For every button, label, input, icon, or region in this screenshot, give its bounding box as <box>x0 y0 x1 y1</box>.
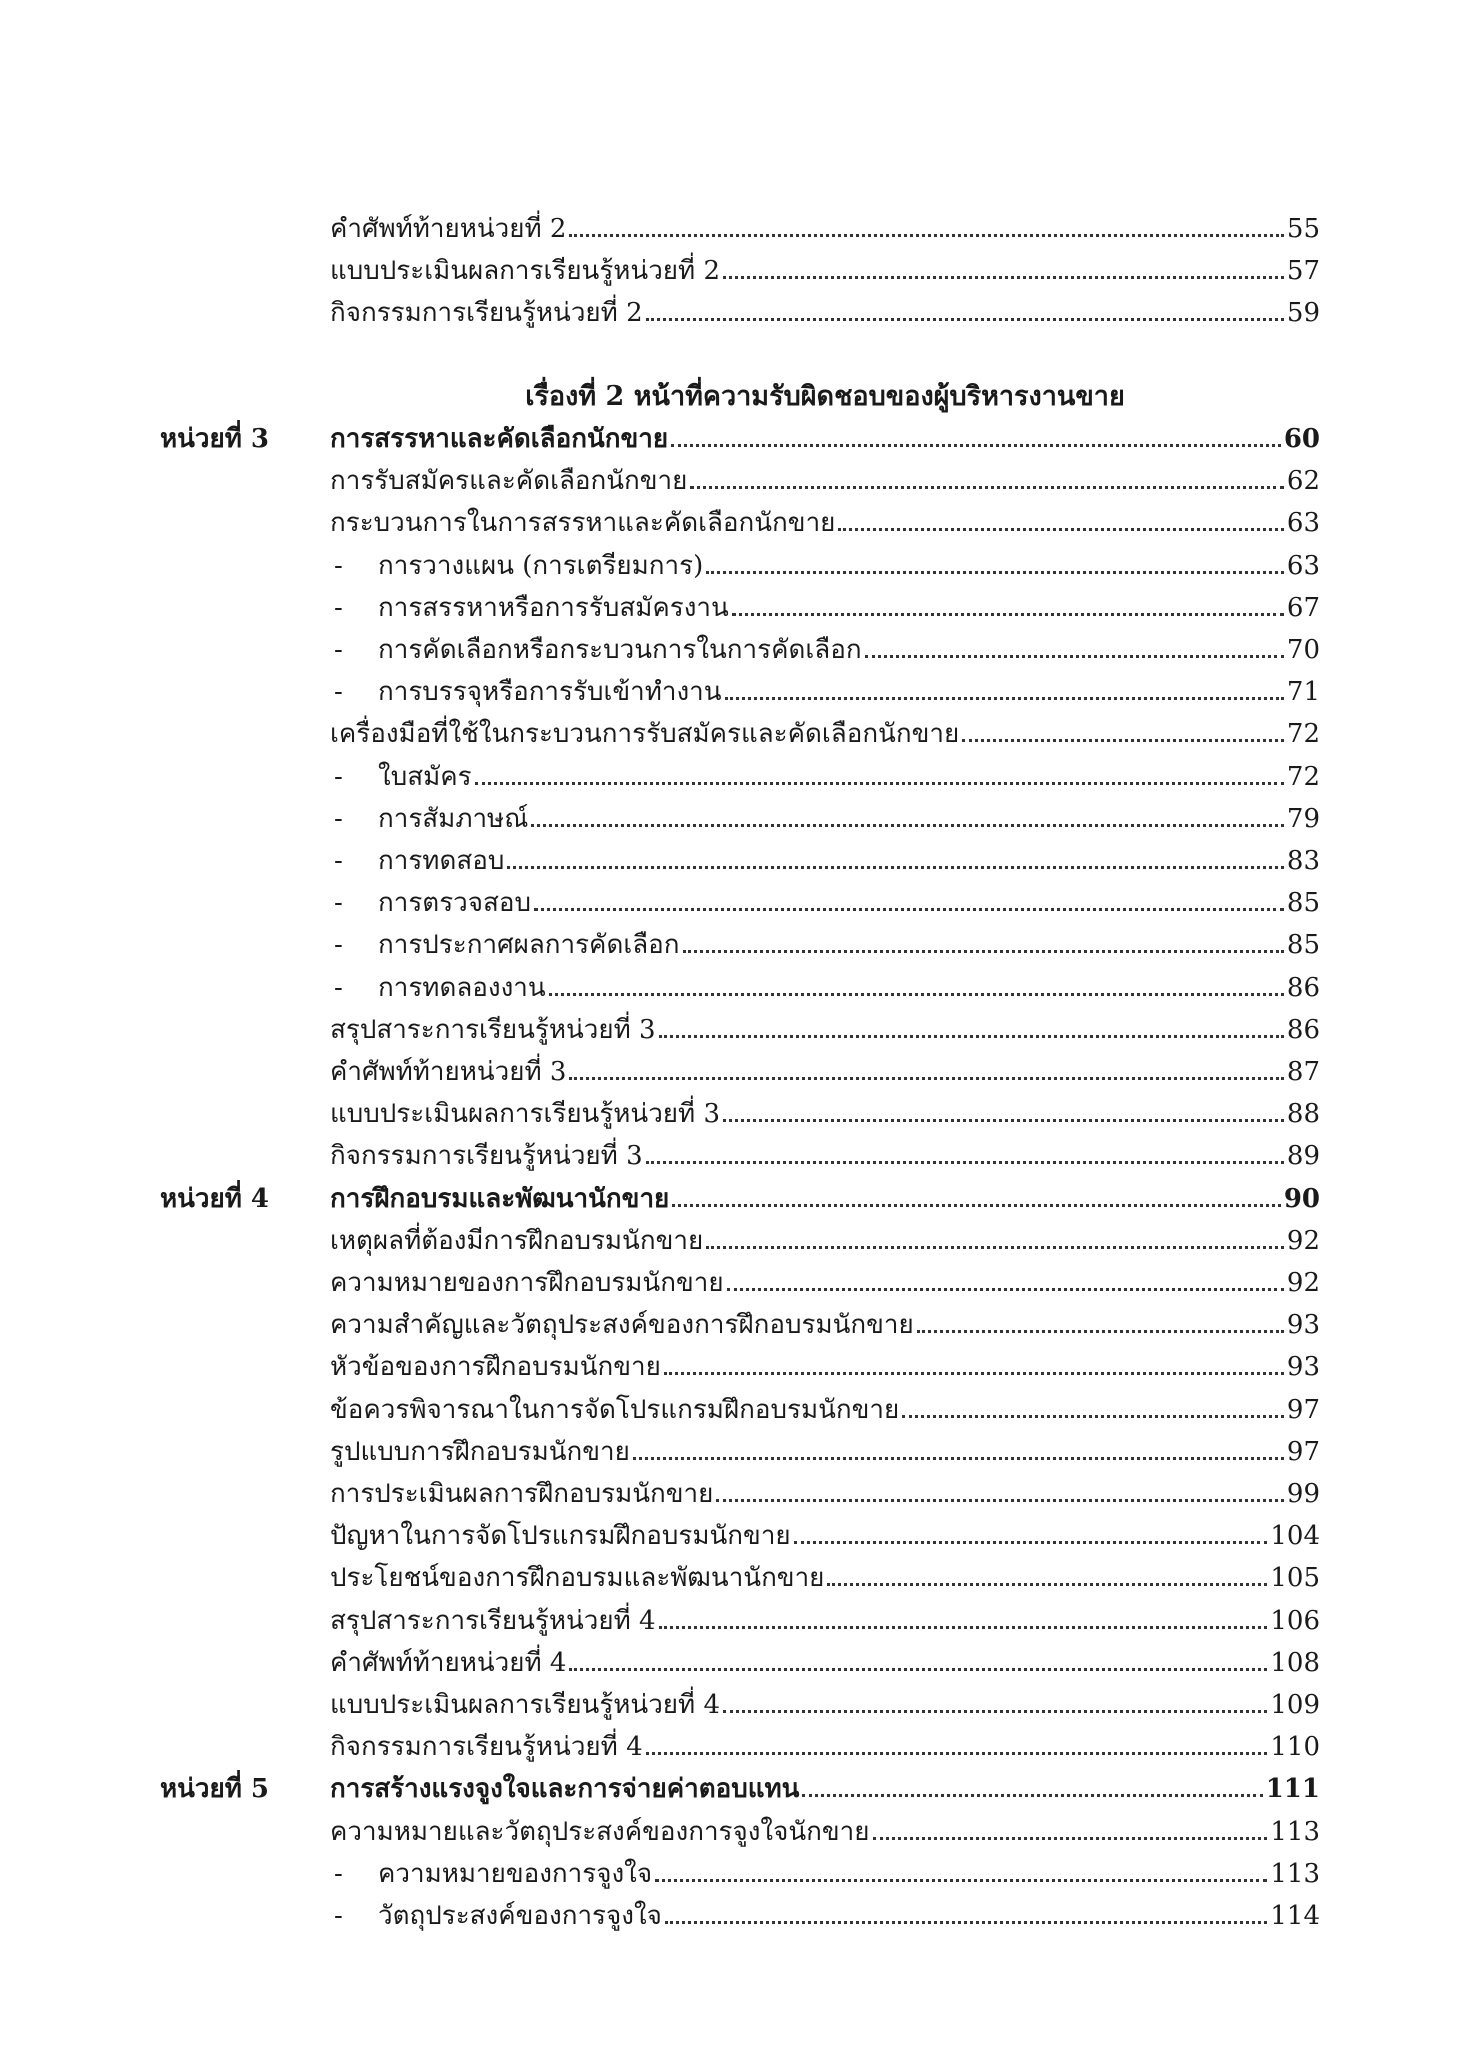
toc-entry-content <box>330 760 1320 794</box>
toc-entry <box>160 1596 1320 1638</box>
toc-page-number: 90 <box>1283 1184 1320 1214</box>
toc-entry-content <box>330 1055 1320 1089</box>
toc-dash: - <box>334 593 343 623</box>
toc-page-number: 63 <box>1286 508 1320 538</box>
toc-entry-title: กระบวนการในการสรรหาและคัดเลือกนักขาย <box>330 508 836 538</box>
toc-entry-content <box>330 1435 1320 1469</box>
toc-entry-content <box>330 1266 1320 1300</box>
toc-entry-content <box>330 254 1320 288</box>
toc-dot-leader <box>706 571 1284 574</box>
toc-page-number: 67 <box>1286 593 1320 623</box>
toc-dot-leader <box>569 1077 1283 1080</box>
toc-entry-title: สรุปสาระการเรียนรู้หน่วยที่ 4 <box>330 1606 656 1636</box>
toc-page-number: 97 <box>1286 1437 1320 1467</box>
toc-entry-content <box>330 506 1320 540</box>
toc-page-number: 110 <box>1270 1732 1320 1762</box>
toc-dot-leader <box>569 1668 1267 1671</box>
toc-dot-leader <box>838 528 1284 531</box>
toc-entry-content <box>330 1899 1320 1933</box>
toc-entry-title: การบรรจุหรือการรับเข้าทำงาน <box>378 677 722 707</box>
toc-dot-leader <box>917 1330 1284 1333</box>
toc-entry <box>160 1722 1320 1764</box>
toc-entry-title: การประเมินผลการฝึกอบรมนักขาย <box>330 1479 714 1509</box>
toc-entry <box>160 1131 1320 1173</box>
toc-page-number: 87 <box>1286 1057 1320 1087</box>
toc-dot-leader <box>659 1626 1268 1629</box>
toc-page-number: 85 <box>1286 888 1320 918</box>
toc-dot-leader <box>723 1710 1267 1713</box>
toc-entry <box>160 1342 1320 1384</box>
toc-entry-content <box>330 1730 1320 1764</box>
toc-entry <box>160 1258 1320 1300</box>
toc-entry-content <box>330 1646 1320 1680</box>
toc-entry <box>160 498 1320 540</box>
toc-page-number: 104 <box>1270 1521 1320 1551</box>
toc-dash: - <box>334 888 343 918</box>
toc-dot-leader <box>727 1288 1284 1291</box>
toc-entry <box>160 1469 1320 1511</box>
toc-page-number: 89 <box>1286 1141 1320 1171</box>
toc-entry <box>160 1385 1320 1427</box>
toc-entry-title: ข้อควรพิจารณาในการจัดโปรแกรมฝึกอบรมนักขาย <box>330 1395 900 1425</box>
toc-dot-leader <box>716 1499 1284 1502</box>
toc-entry <box>160 1427 1320 1469</box>
toc-entry-title: การสร้างแรงจูงใจและการจ่ายค่าตอบแทน <box>330 1774 800 1804</box>
toc-page-number: 92 <box>1286 1226 1320 1256</box>
toc-entry-content <box>330 1857 1320 1891</box>
toc-entry <box>160 1511 1320 1553</box>
toc-dot-leader <box>475 782 1284 785</box>
toc-entry <box>160 456 1320 498</box>
toc-dot-leader <box>706 1246 1284 1249</box>
toc-dot-leader <box>549 993 1284 996</box>
toc-entry-title: ความหมายและวัตถุประสงค์ของการจูงใจนักขาย <box>330 1817 870 1847</box>
toc-entry-content <box>330 1013 1320 1047</box>
toc-entry-title: การทดสอบ <box>378 846 505 876</box>
toc-dot-leader <box>569 234 1283 237</box>
toc-entry-title: เหตุผลที่ต้องมีการฝึกอบรมนักขาย <box>330 1226 704 1256</box>
toc-dot-leader <box>802 1794 1262 1797</box>
toc-entry-title: กิจกรรมการเรียนรู้หน่วยที่ 2 <box>330 298 643 328</box>
toc-entry-title: แบบประเมินผลการเรียนรู้หน่วยที่ 3 <box>330 1099 720 1129</box>
toc-entry-content <box>330 717 1320 751</box>
toc-entry <box>160 1089 1320 1131</box>
toc-entry-content <box>330 1772 1320 1806</box>
toc-entry <box>160 1047 1320 1089</box>
toc-sub-entry <box>160 667 1320 709</box>
section-heading-text: เรื่องที่ 2 หน้าที่ความรับผิดชอบของผู้บริหารงานขาย <box>525 381 1125 412</box>
toc-dot-leader <box>902 1415 1284 1418</box>
toc-page-number: 57 <box>1286 256 1320 286</box>
toc-sub-entry <box>160 836 1320 878</box>
toc-entry-title: สรุปสาระการเรียนรู้หน่วยที่ 3 <box>330 1015 656 1045</box>
toc-sub-entry <box>160 625 1320 667</box>
toc-dash: - <box>334 762 343 792</box>
toc-entry-title: ปัญหาในการจัดโปรแกรมฝึกอบรมนักขาย <box>330 1521 791 1551</box>
toc-page-number: 109 <box>1270 1690 1320 1720</box>
toc-entry-title: การสรรหาและคัดเลือกนักขาย <box>330 424 669 454</box>
toc-dot-leader <box>725 697 1284 700</box>
toc-dot-leader <box>683 950 1284 953</box>
toc-page-number: 111 <box>1265 1774 1320 1804</box>
toc-dash: - <box>334 1901 343 1931</box>
toc-entry-content <box>330 1477 1320 1511</box>
toc-unit-label: หน่วยที่ 5 <box>160 1774 270 1804</box>
toc-entry-content <box>330 464 1320 498</box>
toc-entry <box>160 1005 1320 1047</box>
toc-entry <box>160 1680 1320 1722</box>
toc-sub-entry <box>160 752 1320 794</box>
toc-entry-title: การสัมภาษณ์ <box>378 804 529 834</box>
toc-entry-content <box>330 1350 1320 1384</box>
toc-dash: - <box>334 846 343 876</box>
toc-page-number: 79 <box>1286 804 1320 834</box>
toc-dot-leader <box>507 866 1284 869</box>
toc-dot-leader <box>723 276 1284 279</box>
toc-entry-content <box>330 886 1320 920</box>
toc-entry-content <box>330 549 1320 583</box>
toc-dot-leader <box>646 1752 1268 1755</box>
toc-entry-title: ความหมายของการฝึกอบรมนักขาย <box>330 1268 724 1298</box>
toc-page-number: 97 <box>1286 1395 1320 1425</box>
toc-page-number: 113 <box>1270 1817 1320 1847</box>
toc-unit-entry <box>160 1764 1320 1806</box>
toc-unit-label: หน่วยที่ 4 <box>160 1184 270 1214</box>
toc-entry-title: กิจกรรมการเรียนรู้หน่วยที่ 4 <box>330 1732 643 1762</box>
toc-dash: - <box>334 677 343 707</box>
toc-entry-title: ความหมายของการจูงใจ <box>378 1859 653 1889</box>
toc-entry-content <box>330 1182 1320 1216</box>
toc-entry-title: การสรรหาหรือการรับสมัครงาน <box>378 593 729 623</box>
toc-dash: - <box>334 635 343 665</box>
toc-entry-content <box>330 802 1320 836</box>
toc-dash: - <box>334 1859 343 1889</box>
toc-entry-content <box>330 1815 1320 1849</box>
toc-entry-content <box>330 1561 1320 1595</box>
toc-page-number: 71 <box>1286 677 1320 707</box>
toc-dot-leader <box>723 1119 1284 1122</box>
toc-page-number: 113 <box>1270 1859 1320 1889</box>
toc-entry-content <box>330 1604 1320 1638</box>
toc-page-number: 93 <box>1286 1352 1320 1382</box>
toc-dot-leader <box>671 444 1281 447</box>
toc-dot-leader <box>655 1879 1267 1882</box>
toc-entry-title: กิจกรรมการเรียนรู้หน่วยที่ 3 <box>330 1141 643 1171</box>
toc-entry-content <box>330 1688 1320 1722</box>
toc-entry <box>160 1807 1320 1849</box>
toc-sub-entry <box>160 1849 1320 1891</box>
toc-unit-label: หน่วยที่ 3 <box>160 424 270 454</box>
toc-entry-content <box>330 675 1320 709</box>
toc-page-number: 62 <box>1286 466 1320 496</box>
toc-sub-entry <box>160 963 1320 1005</box>
toc-entry-title: ใบสมัคร <box>378 762 472 792</box>
toc-entry-content <box>330 1519 1320 1553</box>
toc-entry-title: แบบประเมินผลการเรียนรู้หน่วยที่ 4 <box>330 1690 720 1720</box>
toc-entry-content <box>330 971 1320 1005</box>
toc-page-number: 59 <box>1286 298 1320 328</box>
toc-dot-leader <box>531 824 1284 827</box>
toc-entry-content <box>330 633 1320 667</box>
toc-entry-title: คำศัพท์ท้ายหน่วยที่ 3 <box>330 1057 567 1087</box>
toc-entry-title: การตรวจสอบ <box>378 888 531 918</box>
toc-dot-leader <box>873 1837 1268 1840</box>
toc-page-number: 85 <box>1286 930 1320 960</box>
toc-entry-content <box>330 1393 1320 1427</box>
toc-dash: - <box>334 973 343 1003</box>
toc-dash: - <box>334 804 343 834</box>
toc-page-number: 106 <box>1270 1606 1320 1636</box>
toc-entry-title: ประโยชน์ของการฝึกอบรมและพัฒนานักขาย <box>330 1563 825 1593</box>
toc-entry-title: การทดลองงาน <box>378 973 546 1003</box>
toc-entry-content <box>330 928 1320 962</box>
toc-entry <box>160 1638 1320 1680</box>
toc-entry <box>160 1300 1320 1342</box>
toc-entry-title: การรับสมัครและคัดเลือกนักขาย <box>330 466 688 496</box>
toc-page-number: 108 <box>1270 1648 1320 1678</box>
toc-dot-leader <box>672 1204 1281 1207</box>
toc-entry-content <box>330 1139 1320 1173</box>
toc-page-number: 99 <box>1286 1479 1320 1509</box>
toc-entry-title: เครื่องมือที่ใช้ในกระบวนการรับสมัครและคัดเลือกนักขาย <box>330 719 960 749</box>
toc-dot-leader <box>732 613 1284 616</box>
toc-page-number: 83 <box>1286 846 1320 876</box>
toc-dot-leader <box>794 1541 1268 1544</box>
toc-page-number: 55 <box>1286 214 1320 244</box>
toc-page-number: 105 <box>1270 1563 1320 1593</box>
toc-dot-leader <box>633 1457 1284 1460</box>
toc-dash: - <box>334 930 343 960</box>
toc-sub-entry <box>160 1891 1320 1933</box>
toc-page-number: 92 <box>1286 1268 1320 1298</box>
toc-entry-content <box>330 212 1320 246</box>
toc-entry-title: วัตถุประสงค์ของการจูงใจ <box>378 1901 662 1931</box>
toc-sub-entry <box>160 583 1320 625</box>
toc-entry <box>160 204 1320 246</box>
toc-dot-leader <box>665 1921 1267 1924</box>
toc-sub-entry <box>160 794 1320 836</box>
section-heading <box>160 372 1320 414</box>
toc-page-number: 86 <box>1286 1015 1320 1045</box>
toc-dot-leader <box>534 908 1284 911</box>
toc-entry-content <box>330 1224 1320 1258</box>
toc-dot-leader <box>646 318 1284 321</box>
toc-page-number: 86 <box>1286 973 1320 1003</box>
toc-dot-leader <box>664 1372 1284 1375</box>
toc-page-number: 60 <box>1283 424 1320 454</box>
toc-entry-content <box>330 1308 1320 1342</box>
toc-page-number: 88 <box>1286 1099 1320 1129</box>
toc-dot-leader <box>659 1035 1284 1038</box>
toc-sub-entry <box>160 878 1320 920</box>
toc-entry-content <box>330 296 1320 330</box>
toc-entry <box>160 288 1320 330</box>
toc-entry-title: ความสำคัญและวัตถุประสงค์ของการฝึกอบรมนักขาย <box>330 1310 914 1340</box>
toc-page-number: 63 <box>1286 551 1320 581</box>
toc-entry-title: รูปแบบการฝึกอบรมนักขาย <box>330 1437 630 1467</box>
toc-entry-title: คำศัพท์ท้ายหน่วยที่ 2 <box>330 214 567 244</box>
toc-entry-content <box>330 1097 1320 1131</box>
toc-entry-title: การฝึกอบรมและพัฒนานักขาย <box>330 1184 670 1214</box>
toc-sub-entry <box>160 920 1320 962</box>
toc-page-number: 70 <box>1286 635 1320 665</box>
toc-page-number: 114 <box>1270 1901 1320 1931</box>
toc-entry-title: หัวข้อของการฝึกอบรมนักขาย <box>330 1352 661 1382</box>
toc-entry <box>160 709 1320 751</box>
toc-dot-leader <box>962 739 1284 742</box>
toc-page-number: 72 <box>1286 762 1320 792</box>
toc-dot-leader <box>646 1161 1284 1164</box>
toc-dot-leader <box>865 655 1284 658</box>
toc-dash: - <box>334 551 343 581</box>
toc-unit-entry <box>160 1174 1320 1216</box>
toc-dot-leader <box>827 1583 1267 1586</box>
toc-page-number: 93 <box>1286 1310 1320 1340</box>
toc-entry <box>160 246 1320 288</box>
toc-page-number: 72 <box>1286 719 1320 749</box>
toc-entry-title: แบบประเมินผลการเรียนรู้หน่วยที่ 2 <box>330 256 720 286</box>
toc-entry-content <box>330 422 1320 456</box>
toc-dot-leader <box>690 486 1284 489</box>
toc-entry-title: การประกาศผลการคัดเลือก <box>378 930 680 960</box>
toc-entry-title: คำศัพท์ท้ายหน่วยที่ 4 <box>330 1648 567 1678</box>
toc-unit-entry <box>160 414 1320 456</box>
toc-entry-content <box>330 844 1320 878</box>
toc-entry-title: การคัดเลือกหรือกระบวนการในการคัดเลือก <box>378 635 862 665</box>
toc-entry <box>160 1553 1320 1595</box>
toc-entry-content <box>330 591 1320 625</box>
toc-entry-title: การวางแผน (การเตรียมการ) <box>378 551 704 581</box>
toc-entry <box>160 1216 1320 1258</box>
toc-sub-entry <box>160 541 1320 583</box>
